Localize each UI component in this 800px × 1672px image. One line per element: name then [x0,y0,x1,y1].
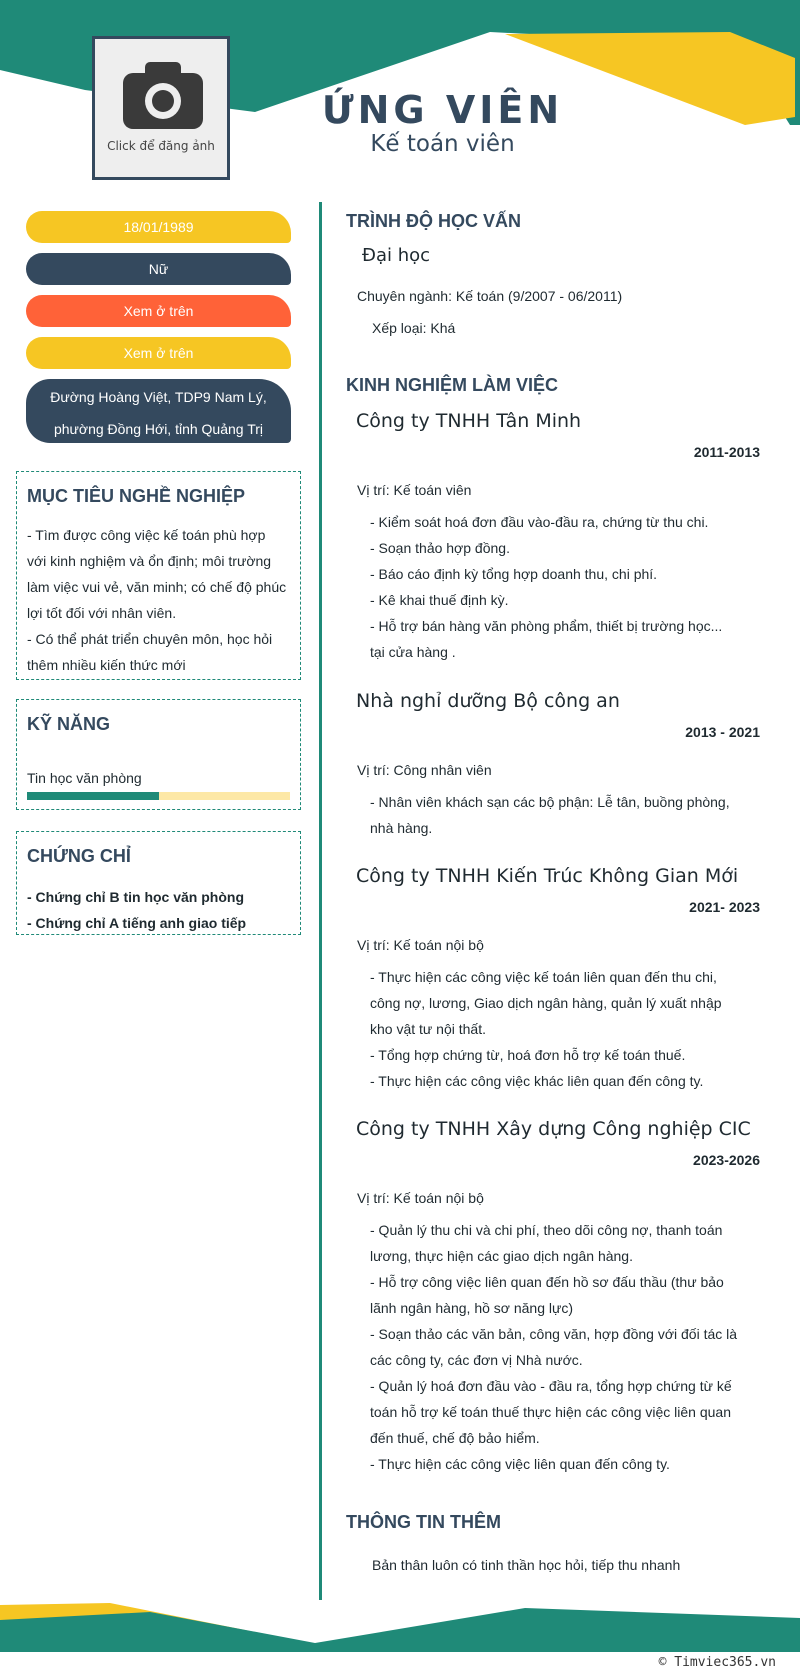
job-company[interactable]: Công ty TNHH Tân Minh [356,410,582,432]
job-duty: - Thực hiện các công việc khác liên quan đến công ty. [370,1073,704,1089]
certificate-item[interactable]: - Chứng chỉ A tiếng anh giao tiếp [27,915,247,931]
job-role[interactable]: Vị trí: Kế toán viên [357,482,472,498]
candidate-position[interactable]: Kế toán viên [370,131,515,157]
job-duty: - Thực hiện các công việc liên quan đến công ty. [370,1456,670,1472]
job-duty: - Quản lý thu chi và chi phí, theo dõi công nợ, thanh toán lương, thực hiện các giao dịch ngân hàng. [370,1222,723,1264]
job-duty: - Hỗ trợ công việc liên quan đến hồ sơ đấu thầu (thư bảo lãnh ngân hàng, hồ sơ năng lực) [370,1274,724,1316]
job-period[interactable]: 2013 - 2021 [685,724,760,740]
job-duty: - Nhân viên khách sạn các bộ phận: Lễ tân, buồng phòng, nhà hàng. [370,794,730,836]
experience-heading: KINH NGHIỆM LÀM VIỆC [346,375,559,395]
job-duties[interactable] [370,509,745,665]
job-duties[interactable] [370,789,745,841]
phone-field[interactable]: Xem ở trên [26,295,291,327]
skill-level-bar [27,792,290,800]
objective-box [16,471,301,680]
job-duty: - Hỗ trợ bán hàng văn phòng phẩm, thiết bị trường học... tại cửa hàng . [370,618,723,660]
skills-heading: KỸ NĂNG [27,714,111,734]
skills-box [16,699,301,810]
job-duty: - Tổng hợp chứng từ, hoá đơn hỗ trợ kế toán thuế. [370,1047,686,1063]
job-company[interactable]: Công ty TNHH Xây dựng Công nghiệp CIC [356,1118,751,1140]
footer-copyright: © Timviec365.vn [658,1655,776,1670]
address-field[interactable]: Đường Hoàng Việt, TDP9 Nam Lý, phường Đồng Hới, tỉnh Quảng Trị [26,379,291,443]
job-duties[interactable] [370,1217,745,1477]
job-duty: - Quản lý hoá đơn đầu vào - đầu ra, tổng hợp chứng từ kế toán hỗ trợ kế toán thuế thực hiện các công việc liên quan đến thuế, chế độ bảo hiểm. [370,1378,732,1446]
email-field[interactable]: Xem ở trên [26,337,291,369]
education-grade[interactable]: Xếp loại: Khá [372,320,456,336]
job-period[interactable]: 2023-2026 [693,1152,760,1168]
skill-level-fill [27,792,159,800]
objective-text[interactable]: - Tìm được công việc kế toán phù hợp với kinh nghiệm và ổn định; môi trường làm việc vui vẻ, văn minh; có chế độ phúc lợi tốt đối với nhân viên. - Có thể phát triển chuyên môn, học hỏi thêm nhiều kiến thức mới [27,527,287,673]
certificates-heading: CHỨNG CHỈ [27,846,131,866]
education-heading: TRÌNH ĐỘ HỌC VẤN [346,211,521,231]
job-role[interactable]: Vị trí: Công nhân viên [357,762,492,778]
photo-upload[interactable] [92,36,230,180]
candidate-name[interactable]: ỨNG VIÊN [321,88,564,132]
column-divider [319,202,322,1600]
gender-field[interactable]: Nữ [26,253,291,285]
job-role[interactable]: Vị trí: Kế toán nội bộ [357,1190,484,1206]
job-duty: - Soạn thảo các văn bản, công văn, hợp đồng với đối tác là các công ty, các đơn vị Nhà nước. [370,1326,738,1368]
education-school[interactable]: Đại học [362,245,431,266]
job-company[interactable]: Nhà nghỉ dưỡng Bộ công an [356,690,620,712]
birthdate-field[interactable]: 18/01/1989 [26,211,291,243]
job-company[interactable]: Công ty TNHH Kiến Trúc Không Gian Mới [356,865,739,887]
certificates-box [16,831,301,935]
skill-name[interactable]: Tin học văn phòng [27,770,142,786]
job-period[interactable]: 2011-2013 [693,444,760,460]
objective-heading: MỤC TIÊU NGHỀ NGHIỆP [27,486,246,506]
job-duty: - Báo cáo định kỳ tổng hợp doanh thu, chi phí. [370,566,658,582]
camera-icon [123,59,203,129]
additional-text[interactable]: Bản thân luôn có tinh thần học hỏi, tiếp thu nhanh [372,1557,681,1573]
certificate-item[interactable]: - Chứng chỉ B tin học văn phòng [27,889,245,905]
photo-caption: Click để đăng ảnh [107,139,215,153]
job-duty: - Kiểm soát hoá đơn đầu vào-đầu ra, chứng từ thu chi. [370,514,709,530]
job-role[interactable]: Vị trí: Kế toán nội bộ [357,937,484,953]
additional-heading: THÔNG TIN THÊM [346,1512,501,1532]
job-duty: - Thực hiện các công việc kế toán liên quan đến thu chi, công nợ, lương, Giao dịch ngân hàng, quản lý xuất nhập kho vật tư nội thất. [370,969,722,1037]
job-duty: - Kê khai thuế định kỳ. [370,592,509,608]
footer-green-band [0,1608,800,1652]
job-duty: - Soạn thảo hợp đồng. [370,540,510,556]
education-major[interactable]: Chuyên ngành: Kế toán (9/2007 - 06/2011) [357,288,623,304]
job-period[interactable]: 2021- 2023 [689,899,760,915]
job-duties[interactable] [370,964,745,1094]
